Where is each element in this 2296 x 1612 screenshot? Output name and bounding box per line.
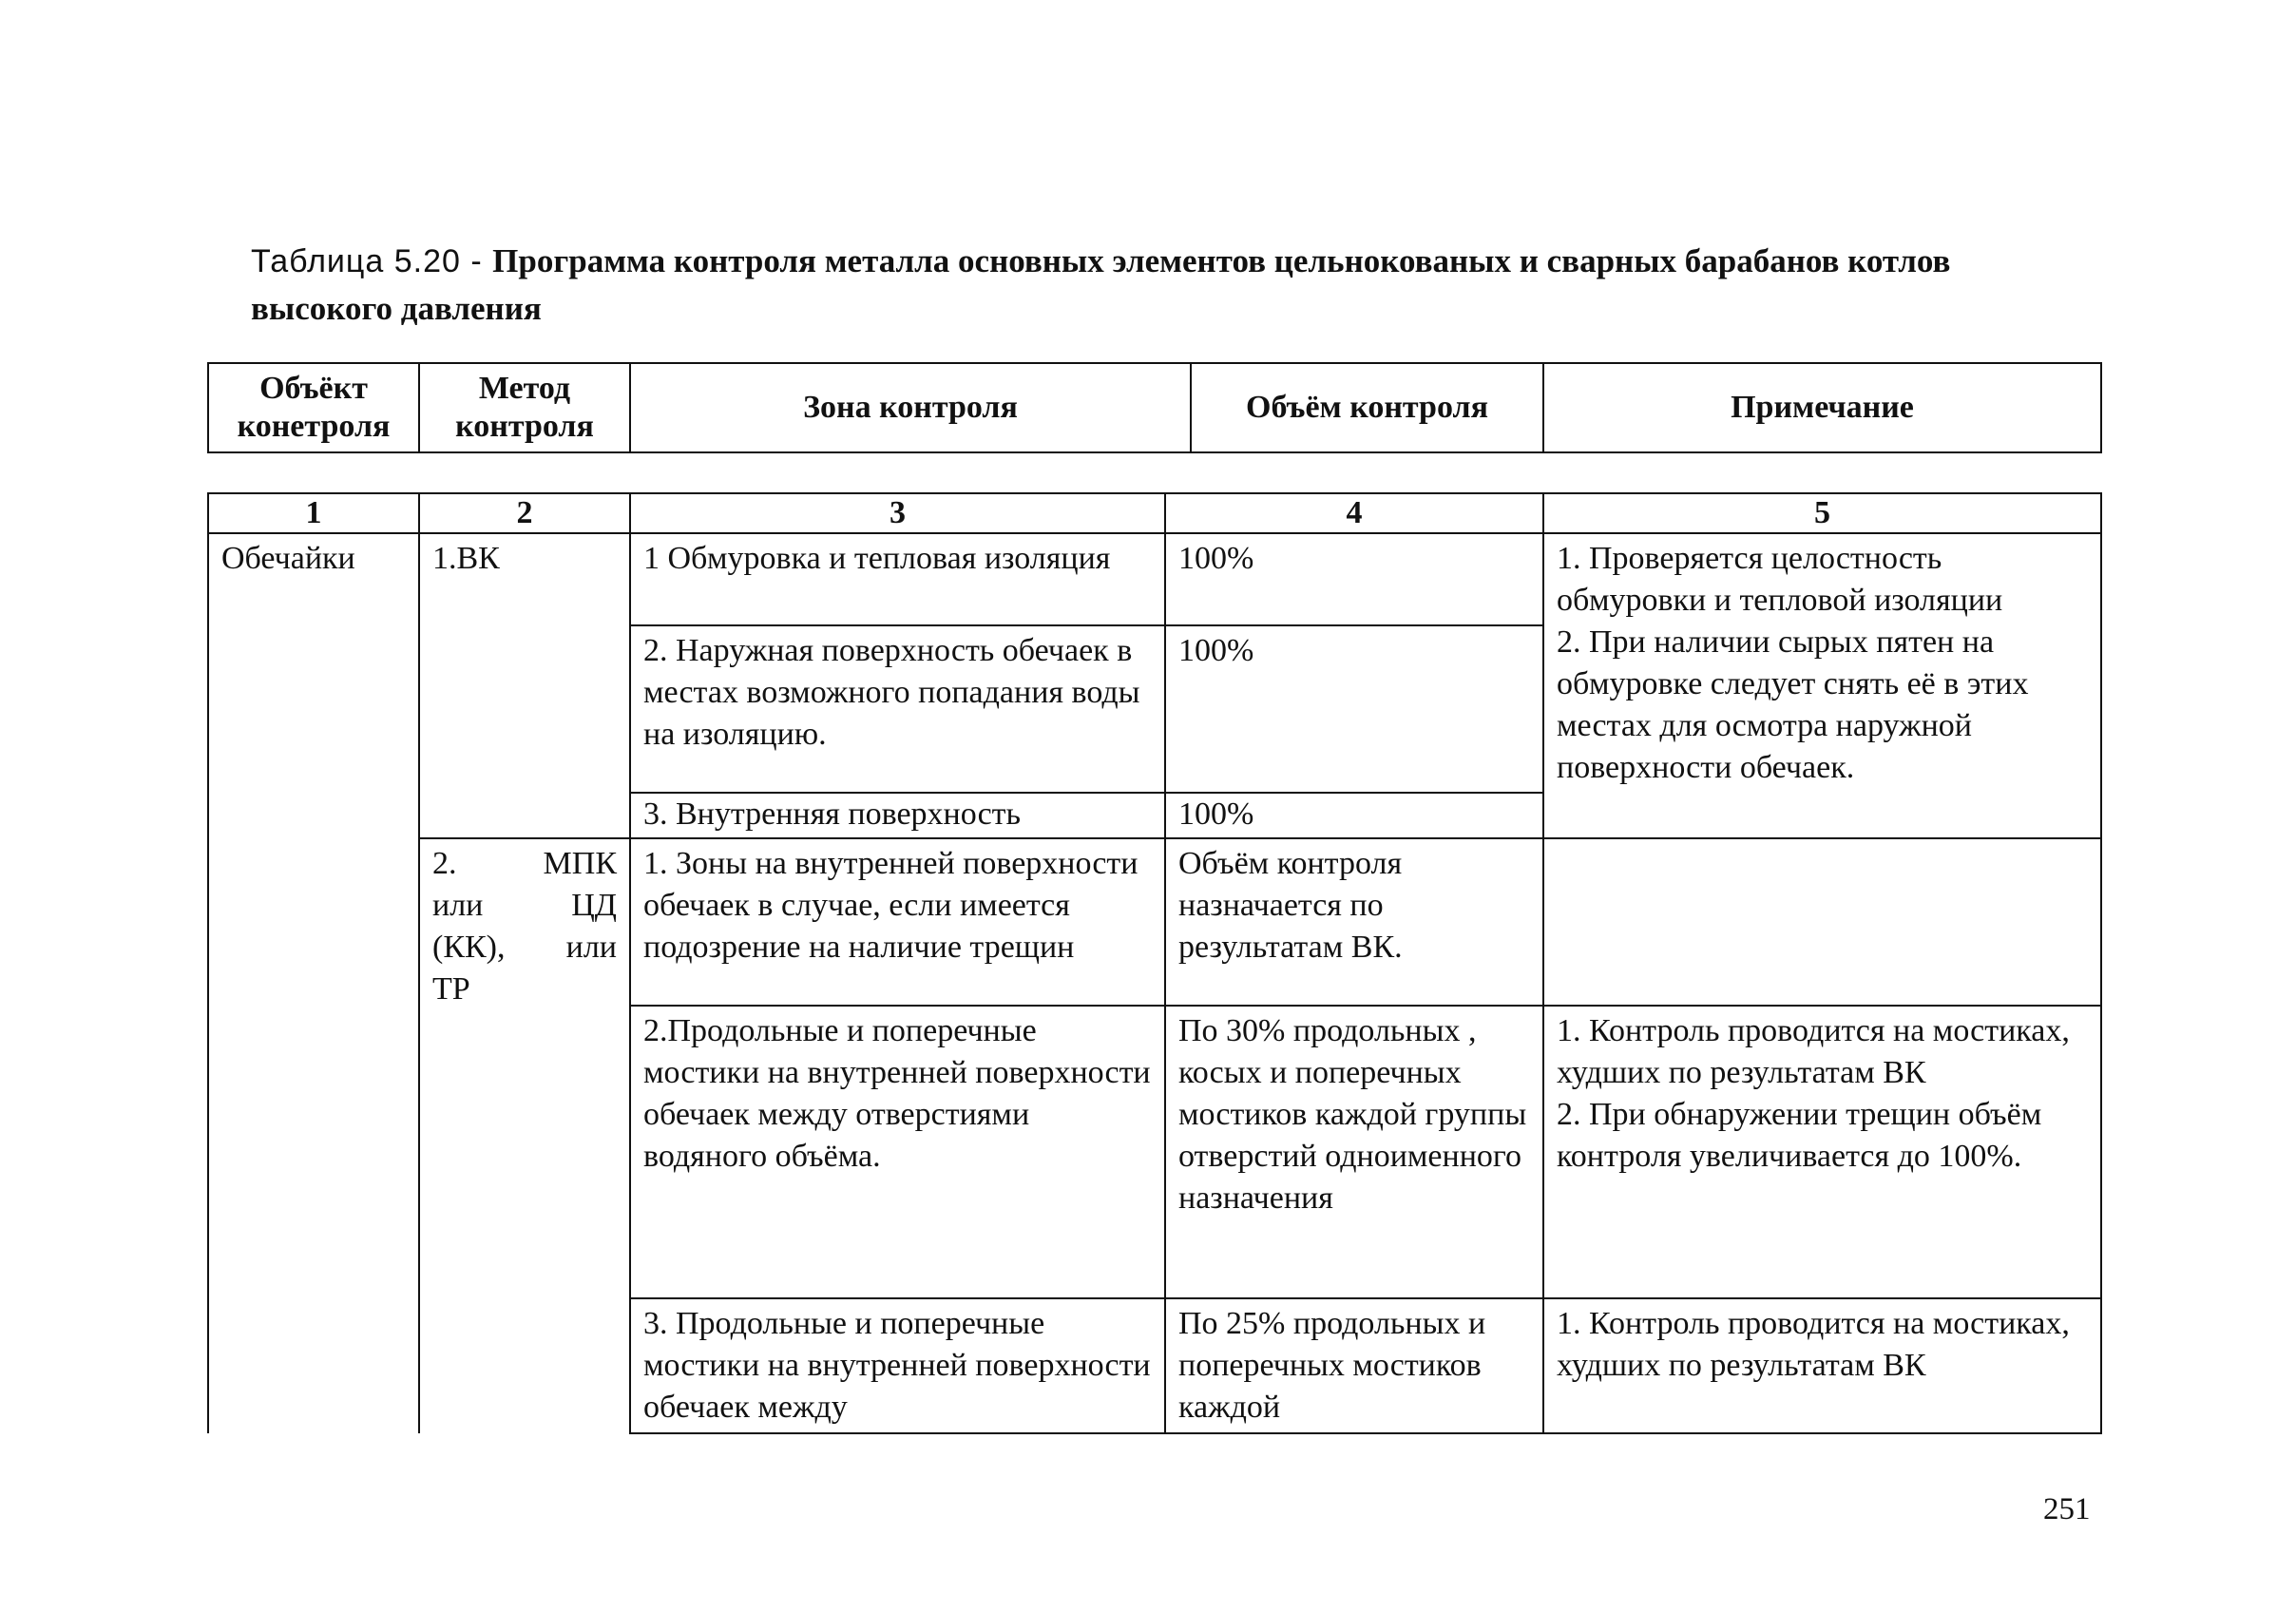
header-volume: Объём контроля — [1191, 363, 1543, 452]
header-zone: Зона контроля — [630, 363, 1191, 452]
note-paragraph: 2. При обнаружении трещин объём контроля увеличивается до 100%. — [1557, 1097, 2042, 1174]
note-cell — [1543, 838, 2101, 1006]
column-number: 5 — [1543, 493, 2101, 533]
method-part: (КК), — [432, 930, 506, 965]
header-table — [207, 362, 2102, 453]
volume-cell: 100% — [1165, 533, 1543, 625]
header-note: Примечание — [1543, 363, 2101, 452]
zone-cell: 2.Продольные и поперечные мостики на внутренней поверхности обечаек между отверстиями водяного объёма. — [630, 1006, 1165, 1298]
column-number: 3 — [630, 493, 1165, 533]
zone-cell: 3. Внутренняя поверхность — [630, 793, 1165, 838]
main-table — [207, 492, 2102, 1434]
zone-cell: 3. Продольные и поперечные мостики на внутренней поверхности обечаек между — [630, 1298, 1165, 1433]
header-method: Метод контроля — [419, 363, 630, 452]
caption-title: Программа контроля металла основных элементов цельнокованых и сварных барабанов котлов высокого давления — [251, 242, 1951, 327]
column-number-row — [208, 493, 2101, 533]
note-cell — [1543, 1006, 2101, 1298]
zone-cell: 1. Зоны на внутренней поверхности обечаек в случае, если имеется подозрение на наличие трещин — [630, 838, 1165, 1006]
note-paragraph: 1. Контроль проводится на мостиках, худших по результатам ВК — [1557, 1306, 2070, 1383]
column-number: 4 — [1165, 493, 1543, 533]
table-row — [208, 533, 2101, 625]
page-number: 251 — [2043, 1492, 2091, 1526]
header-row — [208, 363, 2101, 452]
table-row — [208, 838, 2101, 1006]
method-vk-cell: 1.ВК — [419, 533, 630, 838]
method-mpk-cell — [419, 838, 630, 1433]
note-cell — [1543, 533, 2101, 838]
method-part: 2. — [432, 846, 457, 881]
zone-cell: 2. Наружная поверхность обечаек в местах возможного попадания воды на изоляцию. — [630, 625, 1165, 793]
volume-cell: 100% — [1165, 793, 1543, 838]
note-paragraph: 2. При наличии сырых пятен на обмуровке следует снять её в этих местах для осмотра наружной поверхности обечаек. — [1557, 624, 2029, 785]
method-part: или — [565, 930, 617, 965]
volume-cell: По 30% продольных , косых и поперечных мостиков каждой группы отверстий одноименного назначения — [1165, 1006, 1543, 1298]
object-cell: Обечайки — [208, 533, 419, 1433]
volume-cell: Объём контроля назначается по результатам ВК. — [1165, 838, 1543, 1006]
method-part: ЦД — [571, 888, 617, 923]
caption-prefix: Таблица 5.20 - — [251, 243, 493, 279]
volume-cell: 100% — [1165, 625, 1543, 793]
table-caption — [207, 238, 2098, 332]
method-part: МПК — [543, 846, 617, 881]
method-part: ТР — [432, 971, 470, 1007]
note-paragraph: 1. Проверяется целостность обмуровки и тепловой изоляции — [1557, 541, 2003, 618]
column-number: 1 — [208, 493, 419, 533]
header-object: Объёкт конетроля — [208, 363, 419, 452]
note-paragraph: 1. Контроль проводится на мостиках, худших по результатам ВК — [1557, 1013, 2070, 1090]
volume-cell: По 25% продольных и поперечных мостиков каждой — [1165, 1298, 1543, 1433]
method-part: или — [432, 888, 484, 923]
zone-cell: 1 Обмуровка и тепловая изоляция — [630, 533, 1165, 625]
column-number: 2 — [419, 493, 630, 533]
note-cell — [1543, 1298, 2101, 1433]
